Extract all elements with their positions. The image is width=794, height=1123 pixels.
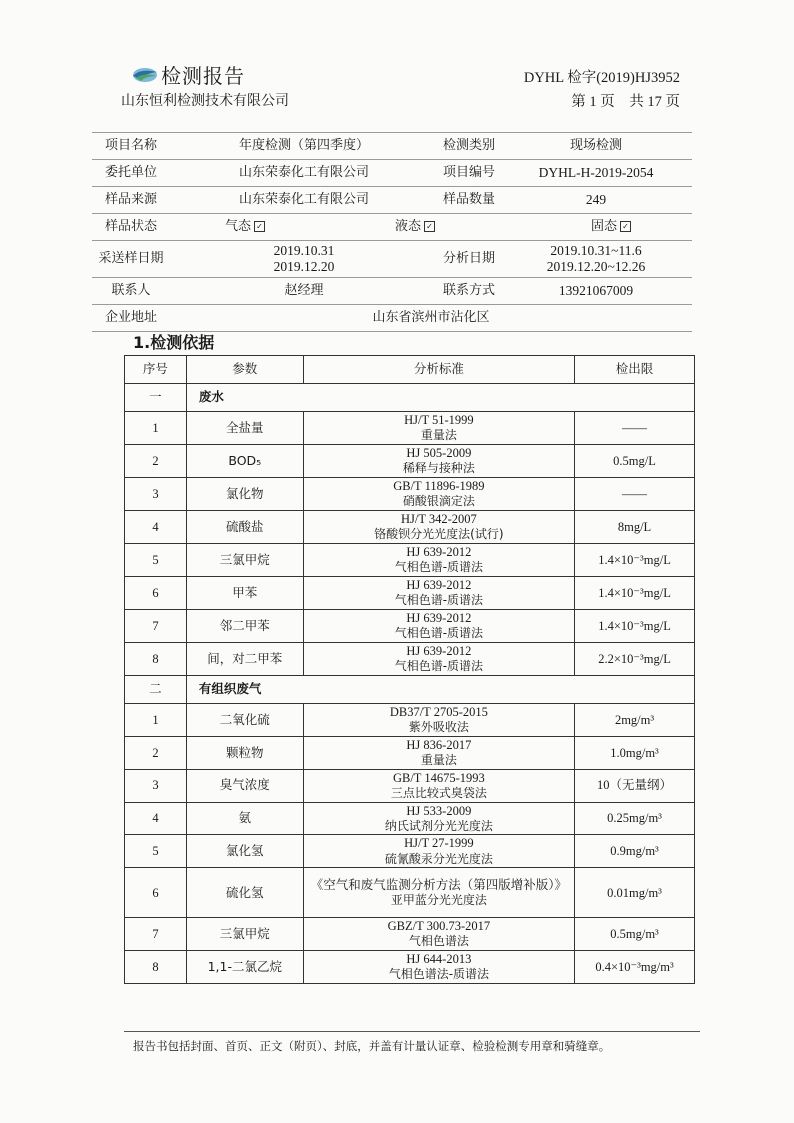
report-title: 检测报告 bbox=[161, 64, 245, 88]
row-no: 6 bbox=[125, 577, 187, 610]
method-name: 气相色谱-质谱法 bbox=[394, 560, 484, 575]
method bbox=[303, 769, 574, 802]
contact-method-label: 联系方式 bbox=[442, 283, 495, 299]
method-name: 稀释与接种法 bbox=[402, 461, 475, 476]
method bbox=[303, 544, 574, 577]
param-name: 间，对二甲苯 bbox=[186, 643, 303, 676]
standard-code: HJ/T 342-2007 bbox=[400, 512, 477, 527]
row-no: 6 bbox=[125, 868, 187, 918]
method bbox=[303, 445, 574, 478]
method bbox=[303, 643, 574, 676]
standard-code: HJ 505-2009 bbox=[406, 446, 472, 461]
state-solid-label: 固态 bbox=[590, 219, 617, 235]
param-name: 硫化氢 bbox=[186, 868, 303, 918]
info-row-contact bbox=[92, 277, 692, 304]
category-row-exhaust bbox=[125, 676, 695, 704]
table-row bbox=[125, 544, 695, 577]
method-name: 三点比较式臭袋法 bbox=[390, 785, 487, 800]
header-standard: 分析标准 bbox=[303, 356, 574, 384]
info-row-project bbox=[92, 132, 692, 159]
method bbox=[303, 918, 574, 951]
detection-limit: 0.4×10⁻³mg/m³ bbox=[575, 951, 695, 984]
source-label: 样品来源 bbox=[104, 192, 157, 208]
detection-limit: 1.4×10⁻³mg/L bbox=[575, 577, 695, 610]
param-name: 氯化物 bbox=[186, 478, 303, 511]
address-value: 山东省滨州市沾化区 bbox=[372, 310, 490, 326]
checked-box-icon: ✓ bbox=[254, 221, 265, 232]
project-name-value: 年度检测（第四季度） bbox=[238, 138, 369, 154]
company-name: 山东恒利检测技术有限公司 bbox=[121, 93, 289, 109]
param-name: 硫酸盐 bbox=[186, 511, 303, 544]
method-name: 重量法 bbox=[420, 428, 457, 443]
row-no: 8 bbox=[125, 643, 187, 676]
table-row bbox=[125, 478, 695, 511]
company-logo-icon bbox=[132, 66, 158, 84]
test-type-label: 检测类别 bbox=[442, 138, 495, 154]
row-no: 7 bbox=[125, 918, 187, 951]
param-name: 氨 bbox=[186, 802, 303, 835]
info-row-address bbox=[92, 304, 692, 332]
standard-code: HJ/T 51-1999 bbox=[404, 413, 474, 428]
row-no: 1 bbox=[125, 412, 187, 445]
footer-note: 报告书包括封面、首页、正文（附页）、封底，并盖有计量认证章、检验检测专用章和骑缝章。 bbox=[133, 1039, 611, 1053]
client-value: 山东荣泰化工有限公司 bbox=[238, 165, 369, 181]
detection-limit: 2.2×10⁻³mg/L bbox=[575, 643, 695, 676]
standards-table bbox=[124, 355, 695, 984]
info-row-dates bbox=[92, 240, 692, 277]
source-value: 山东荣泰化工有限公司 bbox=[238, 192, 369, 208]
detection-limit: 0.5mg/m³ bbox=[575, 918, 695, 951]
standard-code: HJ 533-2009 bbox=[406, 803, 472, 818]
method bbox=[303, 478, 574, 511]
contact-method-value: 13921067009 bbox=[558, 282, 634, 298]
standard-code: GBZ/T 300.73-2017 bbox=[387, 919, 491, 934]
table-row bbox=[125, 511, 695, 544]
table-row bbox=[125, 835, 695, 868]
param-name: 邻二甲苯 bbox=[186, 610, 303, 643]
analysis-date-label: 分析日期 bbox=[442, 251, 495, 267]
report-logo bbox=[132, 60, 245, 89]
method-name: 气相色谱-质谱法 bbox=[394, 626, 484, 641]
detection-limit: 0.01mg/m³ bbox=[575, 868, 695, 918]
detection-limit: 8mg/L bbox=[575, 511, 695, 544]
checked-box-icon: ✓ bbox=[424, 221, 435, 232]
info-block bbox=[92, 132, 692, 332]
detection-limit: 0.9mg/m³ bbox=[575, 835, 695, 868]
table-row bbox=[125, 769, 695, 802]
standard-code: HJ 639-2012 bbox=[406, 545, 472, 560]
table-row bbox=[125, 412, 695, 445]
method bbox=[303, 610, 574, 643]
project-no-value: DYHL-H-2019-2054 bbox=[538, 164, 654, 180]
method-name: 紫外吸收法 bbox=[408, 720, 469, 735]
quantity-label: 样品数量 bbox=[442, 192, 495, 208]
standard-code: HJ 644-2013 bbox=[406, 952, 472, 967]
state-gas bbox=[170, 219, 320, 235]
method-name: 气相色谱-质谱法 bbox=[394, 659, 484, 674]
detection-limit: —— bbox=[575, 478, 695, 511]
category-no: 二 bbox=[125, 676, 187, 704]
quantity-value: 249 bbox=[585, 191, 607, 207]
header-limit: 检出限 bbox=[575, 356, 695, 384]
method bbox=[303, 736, 574, 769]
method-name: 气相色谱-质谱法 bbox=[394, 593, 484, 608]
param-name: BOD₅ bbox=[186, 445, 303, 478]
table-row bbox=[125, 610, 695, 643]
row-no: 4 bbox=[125, 802, 187, 835]
row-no: 3 bbox=[125, 769, 187, 802]
param-name: 颗粒物 bbox=[186, 736, 303, 769]
state-gas-label: 气态 bbox=[224, 219, 251, 235]
sampling-date-1: 2019.10.31 bbox=[273, 242, 335, 258]
sampling-date-value bbox=[170, 243, 438, 275]
header-param: 参数 bbox=[186, 356, 303, 384]
standard-code: GB/T 11896-1989 bbox=[393, 479, 485, 494]
report-number: DYHL 检字(2019)HJ3952 bbox=[523, 70, 680, 86]
detection-limit: 0.5mg/L bbox=[575, 445, 695, 478]
table-body bbox=[125, 384, 695, 984]
param-name: 臭气浓度 bbox=[186, 769, 303, 802]
param-name: 全盐量 bbox=[186, 412, 303, 445]
row-no: 2 bbox=[125, 736, 187, 769]
detection-limit: 0.25mg/m³ bbox=[575, 802, 695, 835]
info-row-client bbox=[92, 159, 692, 186]
table-header-row bbox=[125, 356, 695, 384]
standard-code: 《空气和废气监测分析方法（第四版增补版）》 bbox=[310, 877, 567, 892]
param-name: 二氧化硫 bbox=[186, 704, 303, 737]
method-name: 重量法 bbox=[420, 753, 457, 768]
param-name: 氯化氢 bbox=[186, 835, 303, 868]
contact-value: 赵经理 bbox=[284, 283, 324, 299]
test-type-value: 现场检测 bbox=[569, 138, 622, 154]
checked-box-icon: ✓ bbox=[620, 221, 631, 232]
table-row bbox=[125, 704, 695, 737]
standard-code: HJ/T 27-1999 bbox=[404, 836, 474, 851]
row-no: 1 bbox=[125, 704, 187, 737]
standard-code: GB/T 14675-1993 bbox=[392, 770, 485, 785]
state-label: 样品状态 bbox=[104, 219, 157, 235]
row-no: 7 bbox=[125, 610, 187, 643]
detection-limit: 1.4×10⁻³mg/L bbox=[575, 610, 695, 643]
sampling-date-2: 2019.12.20 bbox=[273, 259, 335, 274]
info-row-state bbox=[92, 213, 692, 240]
row-no: 3 bbox=[125, 478, 187, 511]
method-name: 气相色谱法-质谱法 bbox=[388, 967, 490, 982]
header-no: 序号 bbox=[125, 356, 187, 384]
param-name: 1,1-二氯乙烷 bbox=[186, 951, 303, 984]
method bbox=[303, 951, 574, 984]
state-liquid bbox=[320, 219, 470, 235]
table-row bbox=[125, 951, 695, 984]
detection-limit: —— bbox=[575, 412, 695, 445]
analysis-date-value bbox=[500, 243, 692, 275]
page-number: 第 1 页 共 17 页 bbox=[571, 94, 680, 110]
state-solid bbox=[470, 219, 692, 235]
method bbox=[303, 704, 574, 737]
info-row-source bbox=[92, 186, 692, 213]
standard-code: HJ 639-2012 bbox=[406, 578, 472, 593]
method bbox=[303, 835, 574, 868]
method bbox=[303, 577, 574, 610]
section-title: 1.检测依据 bbox=[133, 333, 215, 352]
method-name: 硝酸银滴定法 bbox=[402, 494, 475, 509]
method-name: 纳氏试剂分光光度法 bbox=[384, 818, 493, 833]
address-label: 企业地址 bbox=[104, 310, 157, 326]
category-name: 废水 bbox=[186, 384, 694, 412]
project-name-label: 项目名称 bbox=[104, 138, 157, 154]
method bbox=[303, 802, 574, 835]
method-name: 铬酸钡分光光度法(试行) bbox=[374, 527, 504, 542]
analysis-date-1: 2019.10.31~11.6 bbox=[550, 242, 642, 258]
method-name: 气相色谱法 bbox=[408, 934, 469, 949]
table-row bbox=[125, 736, 695, 769]
param-name: 三氯甲烷 bbox=[186, 918, 303, 951]
method-name: 亚甲蓝分光光度法 bbox=[390, 893, 487, 908]
table-row bbox=[125, 643, 695, 676]
method bbox=[303, 412, 574, 445]
contact-label: 联系人 bbox=[111, 283, 151, 299]
standard-code: HJ 836-2017 bbox=[406, 737, 472, 752]
category-name: 有组织废气 bbox=[186, 676, 694, 704]
table-row bbox=[125, 445, 695, 478]
param-name: 三氯甲烷 bbox=[186, 544, 303, 577]
table-row bbox=[125, 577, 695, 610]
method-name: 硫氰酸汞分光光度法 bbox=[384, 851, 493, 866]
sampling-date-label: 采送样日期 bbox=[98, 251, 164, 267]
client-label: 委托单位 bbox=[104, 165, 157, 181]
detection-limit: 1.0mg/m³ bbox=[575, 736, 695, 769]
state-liquid-label: 液态 bbox=[394, 219, 421, 235]
row-no: 5 bbox=[125, 544, 187, 577]
analysis-date-2: 2019.12.20~12.26 bbox=[546, 259, 646, 274]
detection-limit: 1.4×10⁻³mg/L bbox=[575, 544, 695, 577]
table-row bbox=[125, 802, 695, 835]
standard-code: HJ 639-2012 bbox=[406, 611, 472, 626]
standard-code: HJ 639-2012 bbox=[406, 644, 472, 659]
param-name: 甲苯 bbox=[186, 577, 303, 610]
detection-limit: 2mg/m³ bbox=[575, 704, 695, 737]
table-row bbox=[125, 918, 695, 951]
row-no: 8 bbox=[125, 951, 187, 984]
footer-divider bbox=[124, 1031, 700, 1032]
project-no-label: 项目编号 bbox=[442, 165, 495, 181]
table-row bbox=[125, 868, 695, 918]
row-no: 5 bbox=[125, 835, 187, 868]
category-no: 一 bbox=[125, 384, 187, 412]
category-row-wastewater bbox=[125, 384, 695, 412]
method bbox=[303, 868, 574, 918]
row-no: 4 bbox=[125, 511, 187, 544]
row-no: 2 bbox=[125, 445, 187, 478]
detection-limit: 10（无量纲） bbox=[575, 769, 695, 802]
method bbox=[303, 511, 574, 544]
standard-code: DB37/T 2705-2015 bbox=[389, 705, 488, 719]
